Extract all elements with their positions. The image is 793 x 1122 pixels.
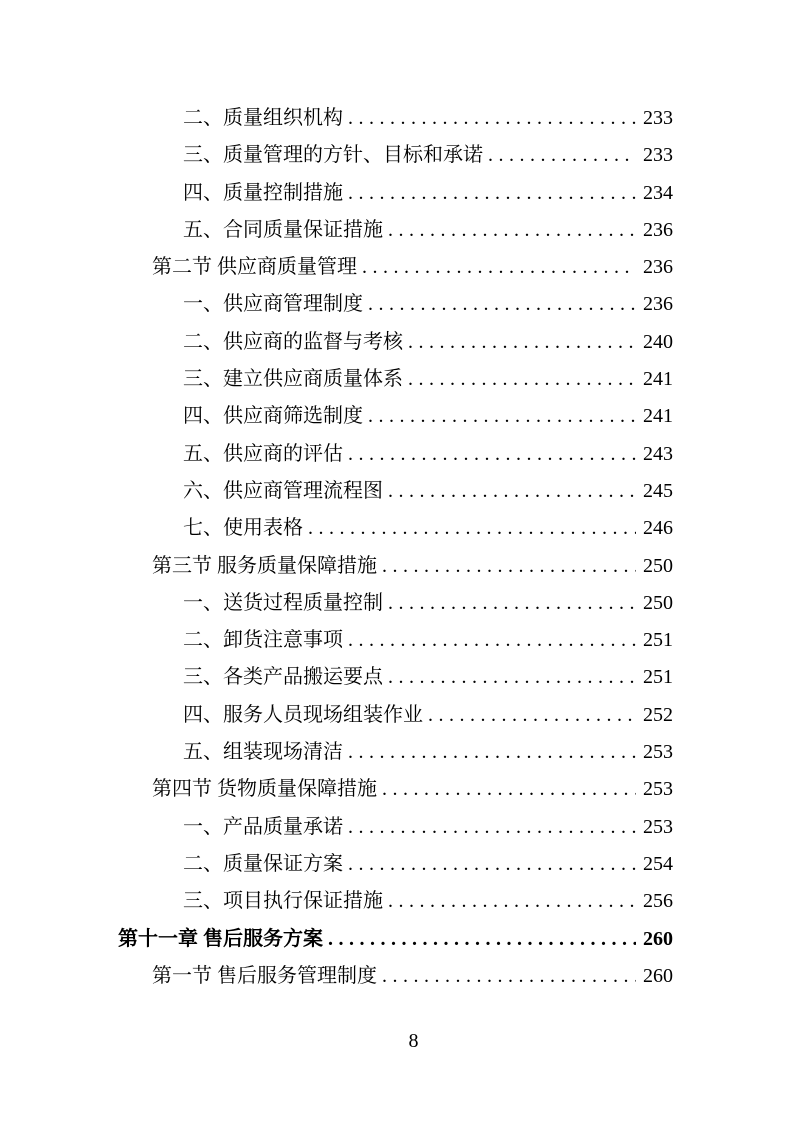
toc-entry-page: 234 xyxy=(643,181,673,204)
toc-entry[interactable] xyxy=(0,473,793,510)
toc-entry-title: 第二节 供应商质量管理 xyxy=(152,256,357,279)
toc-entry-page: 243 xyxy=(643,442,673,465)
toc-entry[interactable] xyxy=(0,921,793,958)
toc-entry-title: 四、质量控制措施 xyxy=(183,181,343,204)
toc-entry-title: 二、供应商的监督与考核 xyxy=(183,330,403,353)
toc-entry[interactable] xyxy=(0,697,793,734)
toc-entry[interactable] xyxy=(0,622,793,659)
toc-entry[interactable] xyxy=(0,585,793,622)
toc-entry-page: 251 xyxy=(643,666,673,689)
toc-entry-title: 一、供应商管理制度 xyxy=(183,293,363,316)
dot-leader xyxy=(377,771,636,808)
toc-entry-title: 一、产品质量承诺 xyxy=(183,815,343,838)
dot-leader xyxy=(483,137,636,174)
toc-entry[interactable] xyxy=(0,100,793,137)
toc-entry[interactable] xyxy=(0,212,793,249)
dot-leader xyxy=(323,921,636,958)
toc-entry-page: 256 xyxy=(643,890,673,913)
toc-entry-title: 二、卸货注意事项 xyxy=(183,629,343,652)
toc-entry[interactable] xyxy=(0,734,793,771)
toc-entry-page: 245 xyxy=(643,479,673,502)
dot-leader xyxy=(363,398,636,435)
toc-entry[interactable] xyxy=(0,175,793,212)
toc-entry[interactable] xyxy=(0,548,793,585)
toc-entry[interactable] xyxy=(0,510,793,547)
toc-entry[interactable] xyxy=(0,249,793,286)
toc-entry-title: 一、送货过程质量控制 xyxy=(183,591,383,614)
toc-entry-title: 第一节 售后服务管理制度 xyxy=(152,964,377,987)
toc-entry-page: 236 xyxy=(643,256,673,279)
dot-leader xyxy=(343,436,636,473)
toc-entry-title: 五、合同质量保证措施 xyxy=(183,218,383,241)
toc-entry-title: 二、质量组织机构 xyxy=(183,107,343,129)
toc-entry[interactable] xyxy=(0,809,793,846)
toc-entry-page: 250 xyxy=(643,554,673,577)
dot-leader xyxy=(383,585,636,622)
toc-entry-page: 246 xyxy=(643,517,673,540)
dot-leader xyxy=(343,100,636,137)
toc-entry-title: 四、服务人员现场组装作业 xyxy=(183,703,423,726)
toc-entry-page: 236 xyxy=(643,218,673,241)
dot-leader xyxy=(423,697,636,734)
dot-leader xyxy=(343,734,636,771)
toc-entry-title: 三、质量管理的方针、目标和承诺 xyxy=(183,144,483,167)
toc-entry-page: 260 xyxy=(643,927,673,950)
toc-entry-page: 251 xyxy=(643,629,673,652)
toc-entry[interactable] xyxy=(0,436,793,473)
toc-entry-title: 三、各类产品搬运要点 xyxy=(183,666,383,689)
dot-leader xyxy=(343,175,636,212)
toc-entry[interactable] xyxy=(0,846,793,883)
toc-entry-title: 七、使用表格 xyxy=(183,517,303,540)
dot-leader xyxy=(363,286,636,323)
footer-page-number: 8 xyxy=(408,1030,419,1052)
toc-entry-title: 五、供应商的评估 xyxy=(183,442,343,465)
dot-leader xyxy=(377,548,636,585)
toc-entry-title: 二、质量保证方案 xyxy=(183,852,343,875)
toc-entry-title: 第十一章 售后服务方案 xyxy=(118,927,323,950)
page-footer xyxy=(0,1028,793,1054)
dot-leader xyxy=(383,659,636,696)
dot-leader xyxy=(343,846,636,883)
toc-entry-page: 233 xyxy=(643,144,673,167)
dot-leader xyxy=(383,883,636,920)
toc-entry-page: 241 xyxy=(643,368,673,391)
toc-entry[interactable] xyxy=(0,958,793,995)
toc-entry[interactable] xyxy=(0,659,793,696)
toc-entry[interactable] xyxy=(0,883,793,920)
toc-entry-page: 250 xyxy=(643,591,673,614)
toc-entry-page: 240 xyxy=(643,330,673,353)
toc-entry[interactable] xyxy=(0,361,793,398)
dot-leader xyxy=(403,324,636,361)
toc-entry-page: 252 xyxy=(643,703,673,726)
toc-entry-page: 253 xyxy=(643,741,673,764)
toc-entry[interactable] xyxy=(0,771,793,808)
toc-entry-title: 五、组装现场清洁 xyxy=(183,741,343,764)
toc-entry-title: 第三节 服务质量保障措施 xyxy=(152,554,377,577)
dot-leader xyxy=(383,473,636,510)
dot-leader xyxy=(343,622,636,659)
dot-leader xyxy=(377,958,636,995)
toc-entry[interactable] xyxy=(0,137,793,174)
toc-entry-page: 253 xyxy=(643,815,673,838)
toc-entry-title: 四、供应商筛选制度 xyxy=(183,405,363,428)
toc-entry-page: 260 xyxy=(643,964,673,987)
dot-leader xyxy=(343,809,636,846)
toc-entry-page: 254 xyxy=(643,852,673,875)
toc-entry-title: 三、项目执行保证措施 xyxy=(183,890,383,913)
toc-entry-page: 241 xyxy=(643,405,673,428)
toc-entry-title: 第四节 货物质量保障措施 xyxy=(152,778,377,801)
toc-entry[interactable] xyxy=(0,324,793,361)
toc-entry-title: 三、建立供应商质量体系 xyxy=(183,368,403,391)
dot-leader xyxy=(303,510,636,547)
toc-entry[interactable] xyxy=(0,398,793,435)
toc-entry-page: 253 xyxy=(643,778,673,801)
toc-entry-page: 233 xyxy=(643,107,673,129)
dot-leader xyxy=(357,249,636,286)
toc-entry[interactable] xyxy=(0,286,793,323)
dot-leader xyxy=(403,361,636,398)
toc-entry-page: 236 xyxy=(643,293,673,316)
toc-entry-title: 六、供应商管理流程图 xyxy=(183,479,383,502)
dot-leader xyxy=(383,212,636,249)
